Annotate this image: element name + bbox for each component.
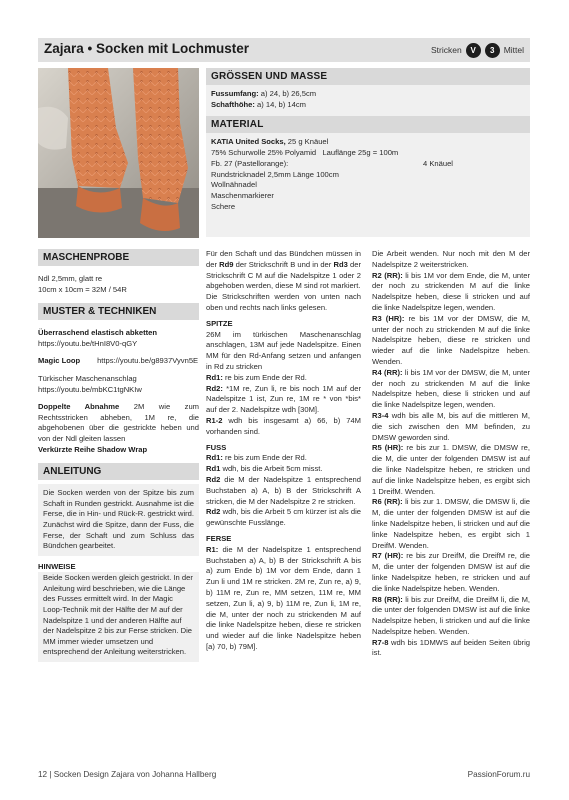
page-footer [38, 770, 530, 784]
sizes-body [206, 85, 530, 113]
difficulty-info [431, 38, 524, 62]
paragraph: Die Arbeit wenden. Nur noch mit den M der Nadelspitze 2 weiterstricken. [372, 249, 530, 269]
sock-illustration [38, 68, 199, 238]
notes-heading: HINWEISE [38, 561, 76, 571]
round-step: R1-2 wdh bis insgesamt a) 66, b) 74M vorhanden sind. [206, 415, 361, 436]
row-step: R8 (RR): li bis zur DreifM, die DreifM li, die M, die unter der folgenden DMSW ist auf die linke Nadelspitze heben, li stricken und auf die linke Nadelspitze heben. Wenden. [372, 594, 530, 636]
round-step: Rd1 wdh, bis die Arbeit 5cm misst. [206, 464, 323, 474]
row-step: R3-4 wdh bis alle M, bis auf die mittleren M, die sich zwischen den MM befinden, zu DMSW geworden sind. [372, 410, 530, 442]
page-title: Zajara • Socken mit Lochmuster [44, 41, 250, 56]
technique-link[interactable]: https://youtu.be/tHnI8V0-qGY [38, 338, 138, 348]
yarn-brand: KATIA United Socks, 25 g Knäuel [211, 136, 329, 146]
material-item: Maschenmarkierer [211, 191, 274, 201]
knitting-needles-icon: V [466, 43, 481, 58]
technique-link[interactable]: https://youtu.be/g8937Vyvn5E [97, 356, 199, 366]
material-body [206, 133, 530, 215]
row-step: R1: die M der Nadelspitze 1 entsprechend Buchstaben a) A, b) B der Strickschrift A bis a) zum Ende b) 1M vor dem Ende, dann 1 Zun li und 1M re stricken. 2M re, Zun re, a) 9, b) 11M re, Zun re, MM setzen, 11M re, MM setzen, Zun li, a) 9, b) 11M re, Zun li, 1M re, die M, unter der noch zu strickenden M auf die linke Nadelspitze heben, diese re stricken und wieder auf die linke Nadelspitze heben [a) 70, b) 79M]. [206, 544, 361, 651]
paragraph: Für den Schaft und das Bündchen müssen in der Rd9 der Strickschrift B und in der Rd3 der Strickschrift C M auf die Nadelspitze 1 oder 2 abgehoben werden, diese M sind rot markiert. [206, 249, 361, 291]
technique-title: Verkürzte Reihe Shadow Wrap [38, 444, 148, 454]
middle-column [206, 249, 361, 653]
toe-heading: SPITZE [206, 318, 233, 328]
techniques-body [38, 320, 199, 455]
sizes-heading: GRÖSSEN UND MASSE [206, 68, 530, 85]
row-step: R5 (HR): re bis zur 1. DMSW, die DMSW re, die M, die unter der folgenden DMSW ist auf die linke Nadelspitze heben, re stricken und auf die linke Nadelspitze heben, es ergibt sich 1 DreifM. Wenden. [372, 443, 530, 496]
notes-body: Beide Socken werden gleich gestrickt. In der Anleitung wird beschrieben, wie die Länge des Fusses ermittelt wird. In der Magic Loop-Technik mit der Hälfte der M auf der Nadelspitze 1 und der anderen Hälfte auf der Nadelspitze 2 bis zur Ferse stricken. Die MM immer wieder umsetzen und entsprechend der Anleitung weiterstricken. [38, 572, 199, 662]
paragraph: 26M im türkischen Maschenanschlag anschlagen, 13M auf jede Nadelspitze. Einen MM für den Rd-Anfang setzen und anfangen in Rd zu stricken [206, 329, 361, 371]
instructions-body: Die Socken werden von der Spitze bis zum Schaft in Runden gestrickt. Ausnahme ist die Ferse, die in Hin- und Rück-R. gestrickt wird. Zunächst wird die Spitze, dann der Fuss, die Ferse, der Schaft und zum Schluss das Bündchen gearbeitet. [38, 484, 199, 556]
row-step: R2 (RR): li bis 1M vor dem Ende, die M, unter der noch zu strickenden M auf die linke Nadelspitze heben, diese li stricken und auf die linke Nadelspitze legen, wenden. [372, 270, 531, 312]
technique-item: Türkischer Maschenanschlag https://youtu.be/mbKC1tgNKIw [38, 373, 142, 394]
material-item: Schere [211, 202, 236, 212]
technique-item: Doppelte Abnahme 2M wie zum Rechtsstricken abheben, 1M re, die abgehobenen über die gestrickte heben und von der Ndl gleiten lassen [38, 402, 199, 443]
material-item: Rundstricknadel 2,5mm Länge 100cm [211, 169, 339, 179]
level-label: Mittel [503, 45, 524, 55]
round-step: Rd2: *1M re, Zun li, re bis noch 1M auf der Nadelspitze 1 ist, Zun re, 1M re * von *bis* auf der 2. Nadelspitze wdh [30M]. [206, 383, 361, 415]
gauge-heading: MASCHENPROBE [38, 249, 199, 266]
size-material-panel [206, 68, 530, 237]
yarn-composition: 75% Schurwolle 25% Polyamid Lauflänge 25g = 100m [211, 147, 399, 157]
technique-link[interactable]: https://youtu.be/mbKC1tgNKIw [38, 384, 142, 394]
row-step: R4 (RR): li bis 1M vor der DMSW, die M, unter der noch zu strickenden M auf die linke Nadelspitze heben, diese li stricken und auf die linke Nadelspitze legen, wenden. [372, 367, 530, 410]
craft-label: Stricken [430, 45, 462, 55]
row-step: R3 (HR): re bis 1M vor der DMSW, die M, unter der noch zu strickenden M auf die linke Nadelspitze heben, diese re stricken und wieder auf die linke Nadelspitze heben. Wenden. [372, 313, 531, 366]
techniques-heading: MUSTER & TECHNIKEN [38, 303, 199, 320]
technique-title: Überraschend elastisch abketten [38, 328, 158, 338]
round-step: Rd1: re bis zum Ende der Rd. [206, 453, 307, 463]
material-item: Wollnähnadel [211, 180, 257, 190]
round-step: Rd2 die M der Nadelspitze 1 entsprechend Buchstaben a) A, b) B der Strickschrift A stricken, die M der Nadelspitze 2 re stricken. [206, 474, 361, 506]
footer-watermark: PassionForum.ru [467, 770, 530, 779]
foot-heading: FUSS [206, 442, 227, 452]
heel-heading: FERSE [206, 533, 232, 543]
round-step: Rd2 wdh, bis die Arbeit 5 cm kürzer ist als die gewünschte Fusslänge. [206, 507, 361, 528]
right-column [372, 249, 530, 659]
row-step: R6 (RR): li bis zur 1. DMSW, die DMSW li, die M, die unter der folgenden DMSW ist auf die linke Nadelspitze heben, li stricken und auf die linke Nadelspitze heben, es ergibt sich 1 DreifM. Wenden. [372, 497, 530, 550]
title-bar [38, 38, 530, 62]
size-row: Fussumfang: a) 24, b) 26,5cm [211, 89, 317, 98]
row-step: R7 (HR): re bis zur DreifM, die DreifM re, die M, die unter der folgenden DMSW ist auf die linke Nadelspitze heben, re stricken und auf die linke Nadelspitze heben. Wenden. [372, 551, 531, 593]
technique-item: Magic Loop https://youtu.be/g8937Vyvn5E [38, 356, 199, 366]
gauge-body: Ndl 2,5mm, glatt re 10cm x 10cm = 32M / 54R [38, 274, 127, 294]
yarn-color: Fb. 27 (Pastellorange): 4 Knäuel [211, 158, 453, 168]
row-step: R7-8 wdh bis 1DMWS auf beiden Seiten übrig ist. [372, 637, 530, 658]
left-column [38, 249, 199, 662]
footer-page-info: 12 | Socken Design Zajara von Johanna Hallberg [38, 770, 217, 779]
size-row: Schafthöhe: a) 14, b) 14cm [211, 99, 306, 109]
notes-section [38, 556, 199, 573]
instructions-heading: ANLEITUNG [38, 463, 199, 480]
material-heading: MATERIAL [206, 116, 530, 133]
round-step: Rd1: re bis zum Ende der Rd. [206, 372, 307, 382]
paragraph: Die Strickschriften werden von unten nach oben und rechts nach links gelesen. [206, 292, 361, 312]
sock-photo [38, 68, 199, 238]
level-badge-icon: 3 [485, 43, 500, 58]
